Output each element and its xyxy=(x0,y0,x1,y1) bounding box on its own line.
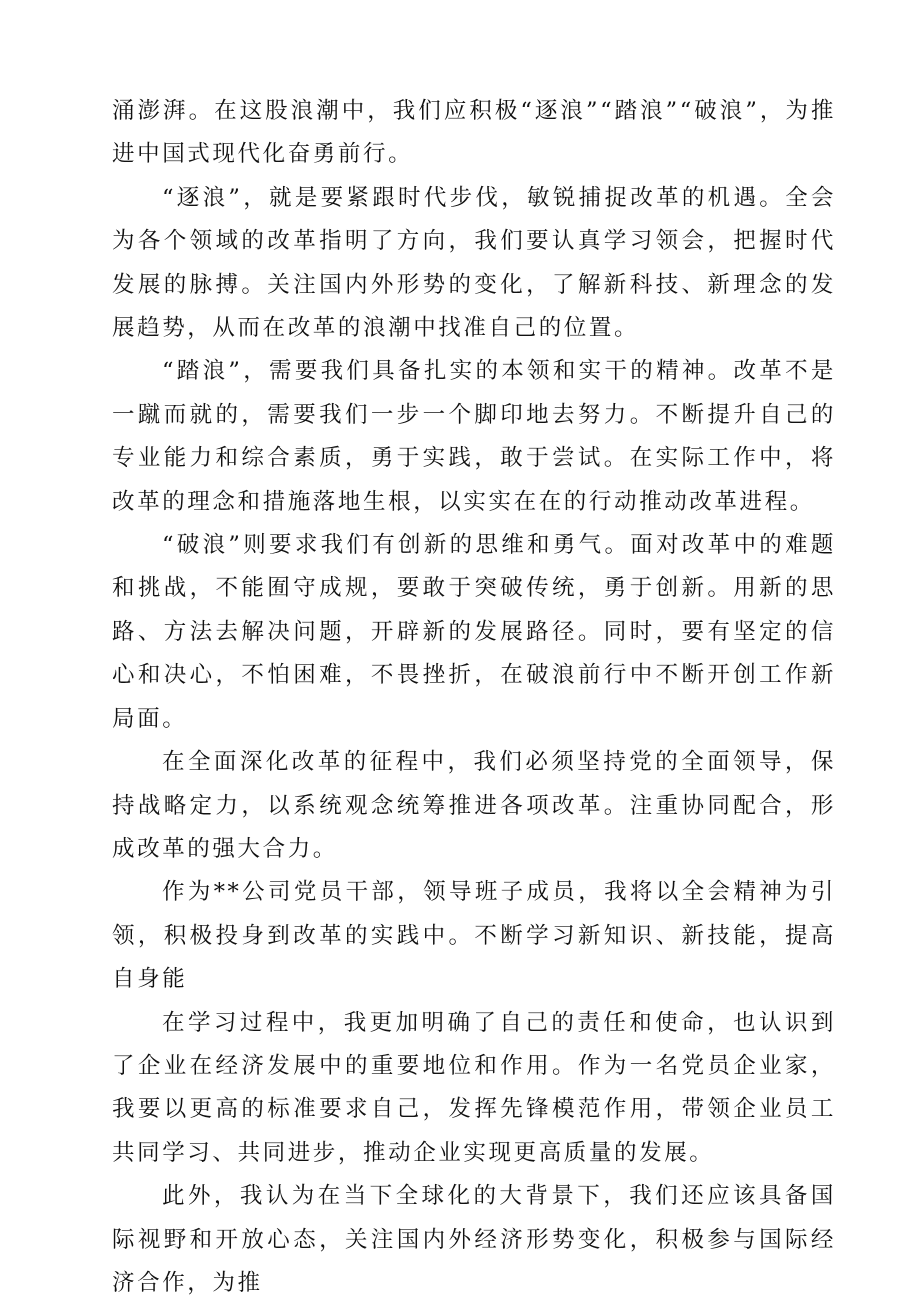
paragraph-zhulang: “逐浪”，就是要紧跟时代步伐，敏锐捕捉改革的机遇。全会为各个领域的改革指明了方向，我们要认真学习领会，把握时代发展的脉搏。关注国内外形势的变化，了解新科技、新理念的发展趋势，从而在改革的浪潮中找准自己的位置。 xyxy=(112,184,836,342)
paragraph-deepening-reform: 在全面深化改革的征程中，我们必须坚持党的全面领导，保持战略定力，以系统观念统筹推进各项改革。注重协同配合，形成改革的强大合力。 xyxy=(112,749,836,862)
paragraph-learning-process: 在学习过程中，我更加明确了自己的责任和使命，也认识到了企业在经济发展中的重要地位和作用。作为一名党员企业家，我要以更高的标准要求自己，发挥先锋模范作用，带领企业员工共同学习、共同进步，推动企业实现更高质量的发展。 xyxy=(112,1009,836,1166)
paragraph-global-view: 此外，我认为在当下全球化的大背景下，我们还应该具备国际视野和开放心态，关注国内外经济形势变化，积极参与国际经济合作，为推 xyxy=(112,1183,836,1296)
document-body xyxy=(112,90,836,1305)
paragraph-continuation: 涌澎湃。在这股浪潮中，我们应积极“逐浪”“踏浪”“破浪”，为推进中国式现代化奋勇前行。 xyxy=(112,98,836,168)
paragraph-polang: “破浪”则要求我们有创新的思维和勇气。面对改革中的难题和挑战，不能囿守成规，要敢于突破传统，勇于创新。用新的思路、方法去解决问题，开辟新的发展路径。同时，要有坚定的信心和决心，不怕困难，不畏挫折，在破浪前行中不断开创工作新局面。 xyxy=(112,532,836,732)
paragraph-party-cadre: 作为**公司党员干部，领导班子成员，我将以全会精神为引领，积极投身到改革的实践中。不断学习新知识、新技能，提高自身能 xyxy=(112,879,836,993)
paragraph-talang: “踏浪”，需要我们具备扎实的本领和实干的精神。改革不是一蹴而就的，需要我们一步一个脚印地去努力。不断提升自己的专业能力和综合素质，勇于实践，敢于尝试。在实际工作中，将改革的理念和措施落地生根，以实实在在的行动推动改革进程。 xyxy=(112,358,836,515)
